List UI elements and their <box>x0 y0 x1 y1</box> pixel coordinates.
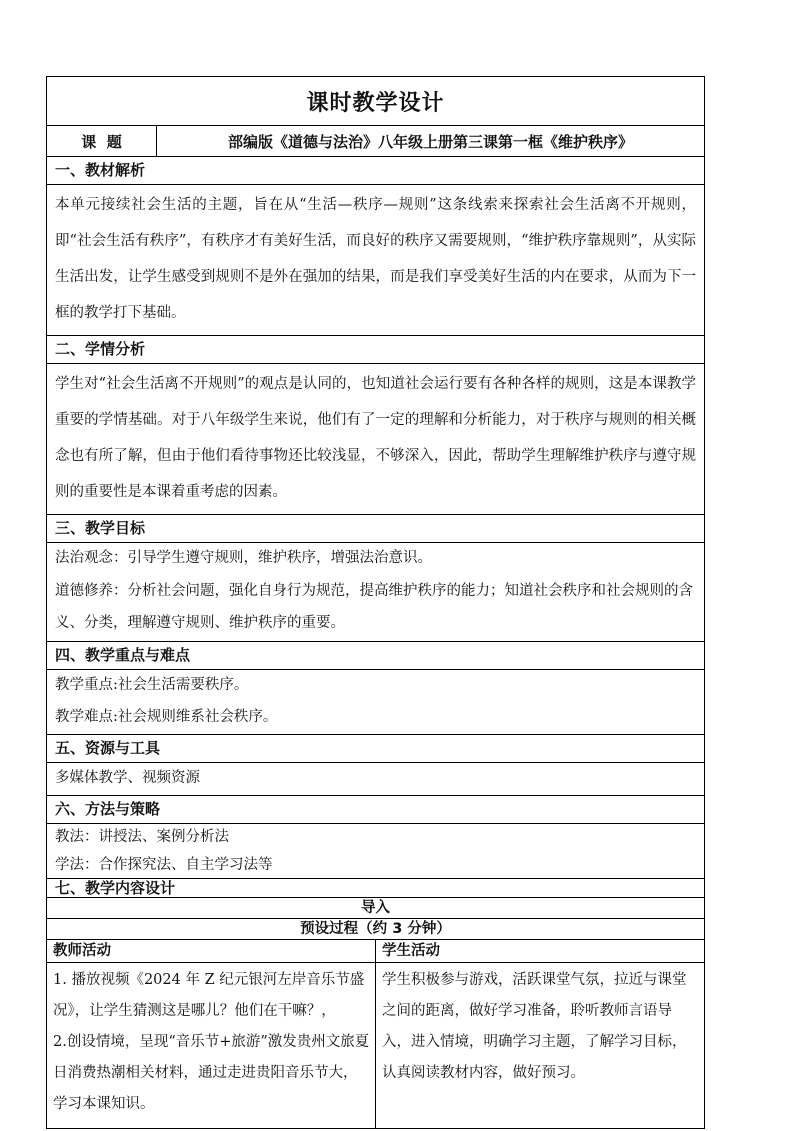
process-row <box>47 919 705 940</box>
section-body-row <box>47 185 705 336</box>
resources-cell <box>47 763 705 796</box>
key-point-text: 教学重点:社会生活需要秩序。 <box>55 677 249 693</box>
teacher-activity-2: 2.创设情境，呈现“音乐节+旅游”激发贵州文旅夏日消费热潮相关材料，通过走进贵阳音乐节大，学习本课知识。 <box>53 1034 370 1112</box>
student-activity-cell <box>376 963 705 1129</box>
lesson-plan-table <box>46 76 705 1129</box>
section-heading-row <box>47 879 705 898</box>
section-body-row <box>47 364 705 515</box>
section-body-row <box>47 763 705 796</box>
topic-value: 部编版《道德与法治》八年级上册第三课第一框《维护秩序》 <box>157 126 705 157</box>
section-heading-key-points: 四、教学重点与难点 <box>47 642 705 670</box>
section-heading-row <box>47 336 705 364</box>
topic-row <box>47 126 705 157</box>
objective-morality: 道德修养：分析社会问题，强化自身行为规范，提高维护秩序的能力；知道社会秩序和社会规则的含义、分类，理解遵守规则、维护秩序的重要。 <box>55 583 693 631</box>
teacher-activity-1: 1. 播放视频《2024 年 Z 纪元银河左岸音乐节盛况》，让学生猜测这是哪儿？他们在干嘛？， <box>53 972 365 1019</box>
teacher-activity-cell <box>47 963 376 1129</box>
part-row <box>47 898 705 919</box>
section-heading-row <box>47 515 705 543</box>
student-activity-header: 学生活动 <box>376 940 705 963</box>
teaching-method-text: 教法：讲授法、案例分析法 <box>55 829 229 845</box>
lesson-plan-sheet <box>46 76 704 1129</box>
part-title: 导入 <box>47 898 705 919</box>
topic-label: 课 题 <box>47 126 157 157</box>
section-heading-row <box>47 157 705 185</box>
student-activity-text: 学生积极参与游戏，活跃课堂气氛，拉近与课堂之间的距离，做好学习准备，聆听教师言语导入，进入情境，明确学习主题，了解学习目标，认真阅读教材内容，做好预习。 <box>382 972 687 1081</box>
section-heading-learners: 二、学情分析 <box>47 336 705 364</box>
activity-row <box>47 963 705 1129</box>
activity-header-row <box>47 940 705 963</box>
section-body-row <box>47 670 705 735</box>
section-body-row <box>47 824 705 879</box>
section-heading-resources: 五、资源与工具 <box>47 735 705 763</box>
page-title: 课时教学设计 <box>47 77 705 126</box>
teacher-activity-header: 教师活动 <box>47 940 376 963</box>
section-heading-materials: 一、教材解析 <box>47 157 705 185</box>
title-row <box>47 77 705 126</box>
key-points-cell <box>47 670 705 735</box>
objective-rule-of-law: 法治观念：引导学生遵守规则，维护秩序，增强法治意识。 <box>55 550 432 566</box>
section-heading-row <box>47 642 705 670</box>
section-heading-row <box>47 735 705 763</box>
process-title: 预设过程（约 3 分钟） <box>47 919 705 940</box>
materials-analysis-text: 本单元接续社会生活的主题，旨在从“生活—秩序—规则”这条线索来探索社会生活离不开规则，即“社会生活有秩序”，有秩序才有美好生活，而良好的秩序又需要规则，“维护秩序靠规则”，从实际生活出发，让学生感受到规则不是外在强加的结果，而是我们享受美好生活的内在要求，从而为下一框的教学打下基础。 <box>47 185 705 336</box>
section-heading-methods: 六、方法与策略 <box>47 796 705 824</box>
section-heading-objectives: 三、教学目标 <box>47 515 705 543</box>
difficult-point-text: 教学难点:社会规则维系社会秩序。 <box>55 709 278 725</box>
objectives-cell <box>47 543 705 642</box>
section-heading-row <box>47 796 705 824</box>
learning-method-text: 学法：合作探究法、自主学习法等 <box>55 857 273 873</box>
resources-text: 多媒体教学、视频资源 <box>55 770 200 786</box>
section-body-row <box>47 543 705 642</box>
section-heading-content-design: 七、教学内容设计 <box>47 879 705 898</box>
methods-cell <box>47 824 705 879</box>
learner-analysis-text: 学生对“社会生活离不开规则”的观点是认同的，也知道社会运行要有各种各样的规则，这是本课教学重要的学情基础。对于八年级学生来说，他们有了一定的理解和分析能力，对于秩序与规则的相关概念也有所了解，但由于他们看待事物还比较浅显，不够深入，因此，帮助学生理解维护秩序与遵守规则的重要性是本课着重考虑的因素。 <box>47 364 705 515</box>
